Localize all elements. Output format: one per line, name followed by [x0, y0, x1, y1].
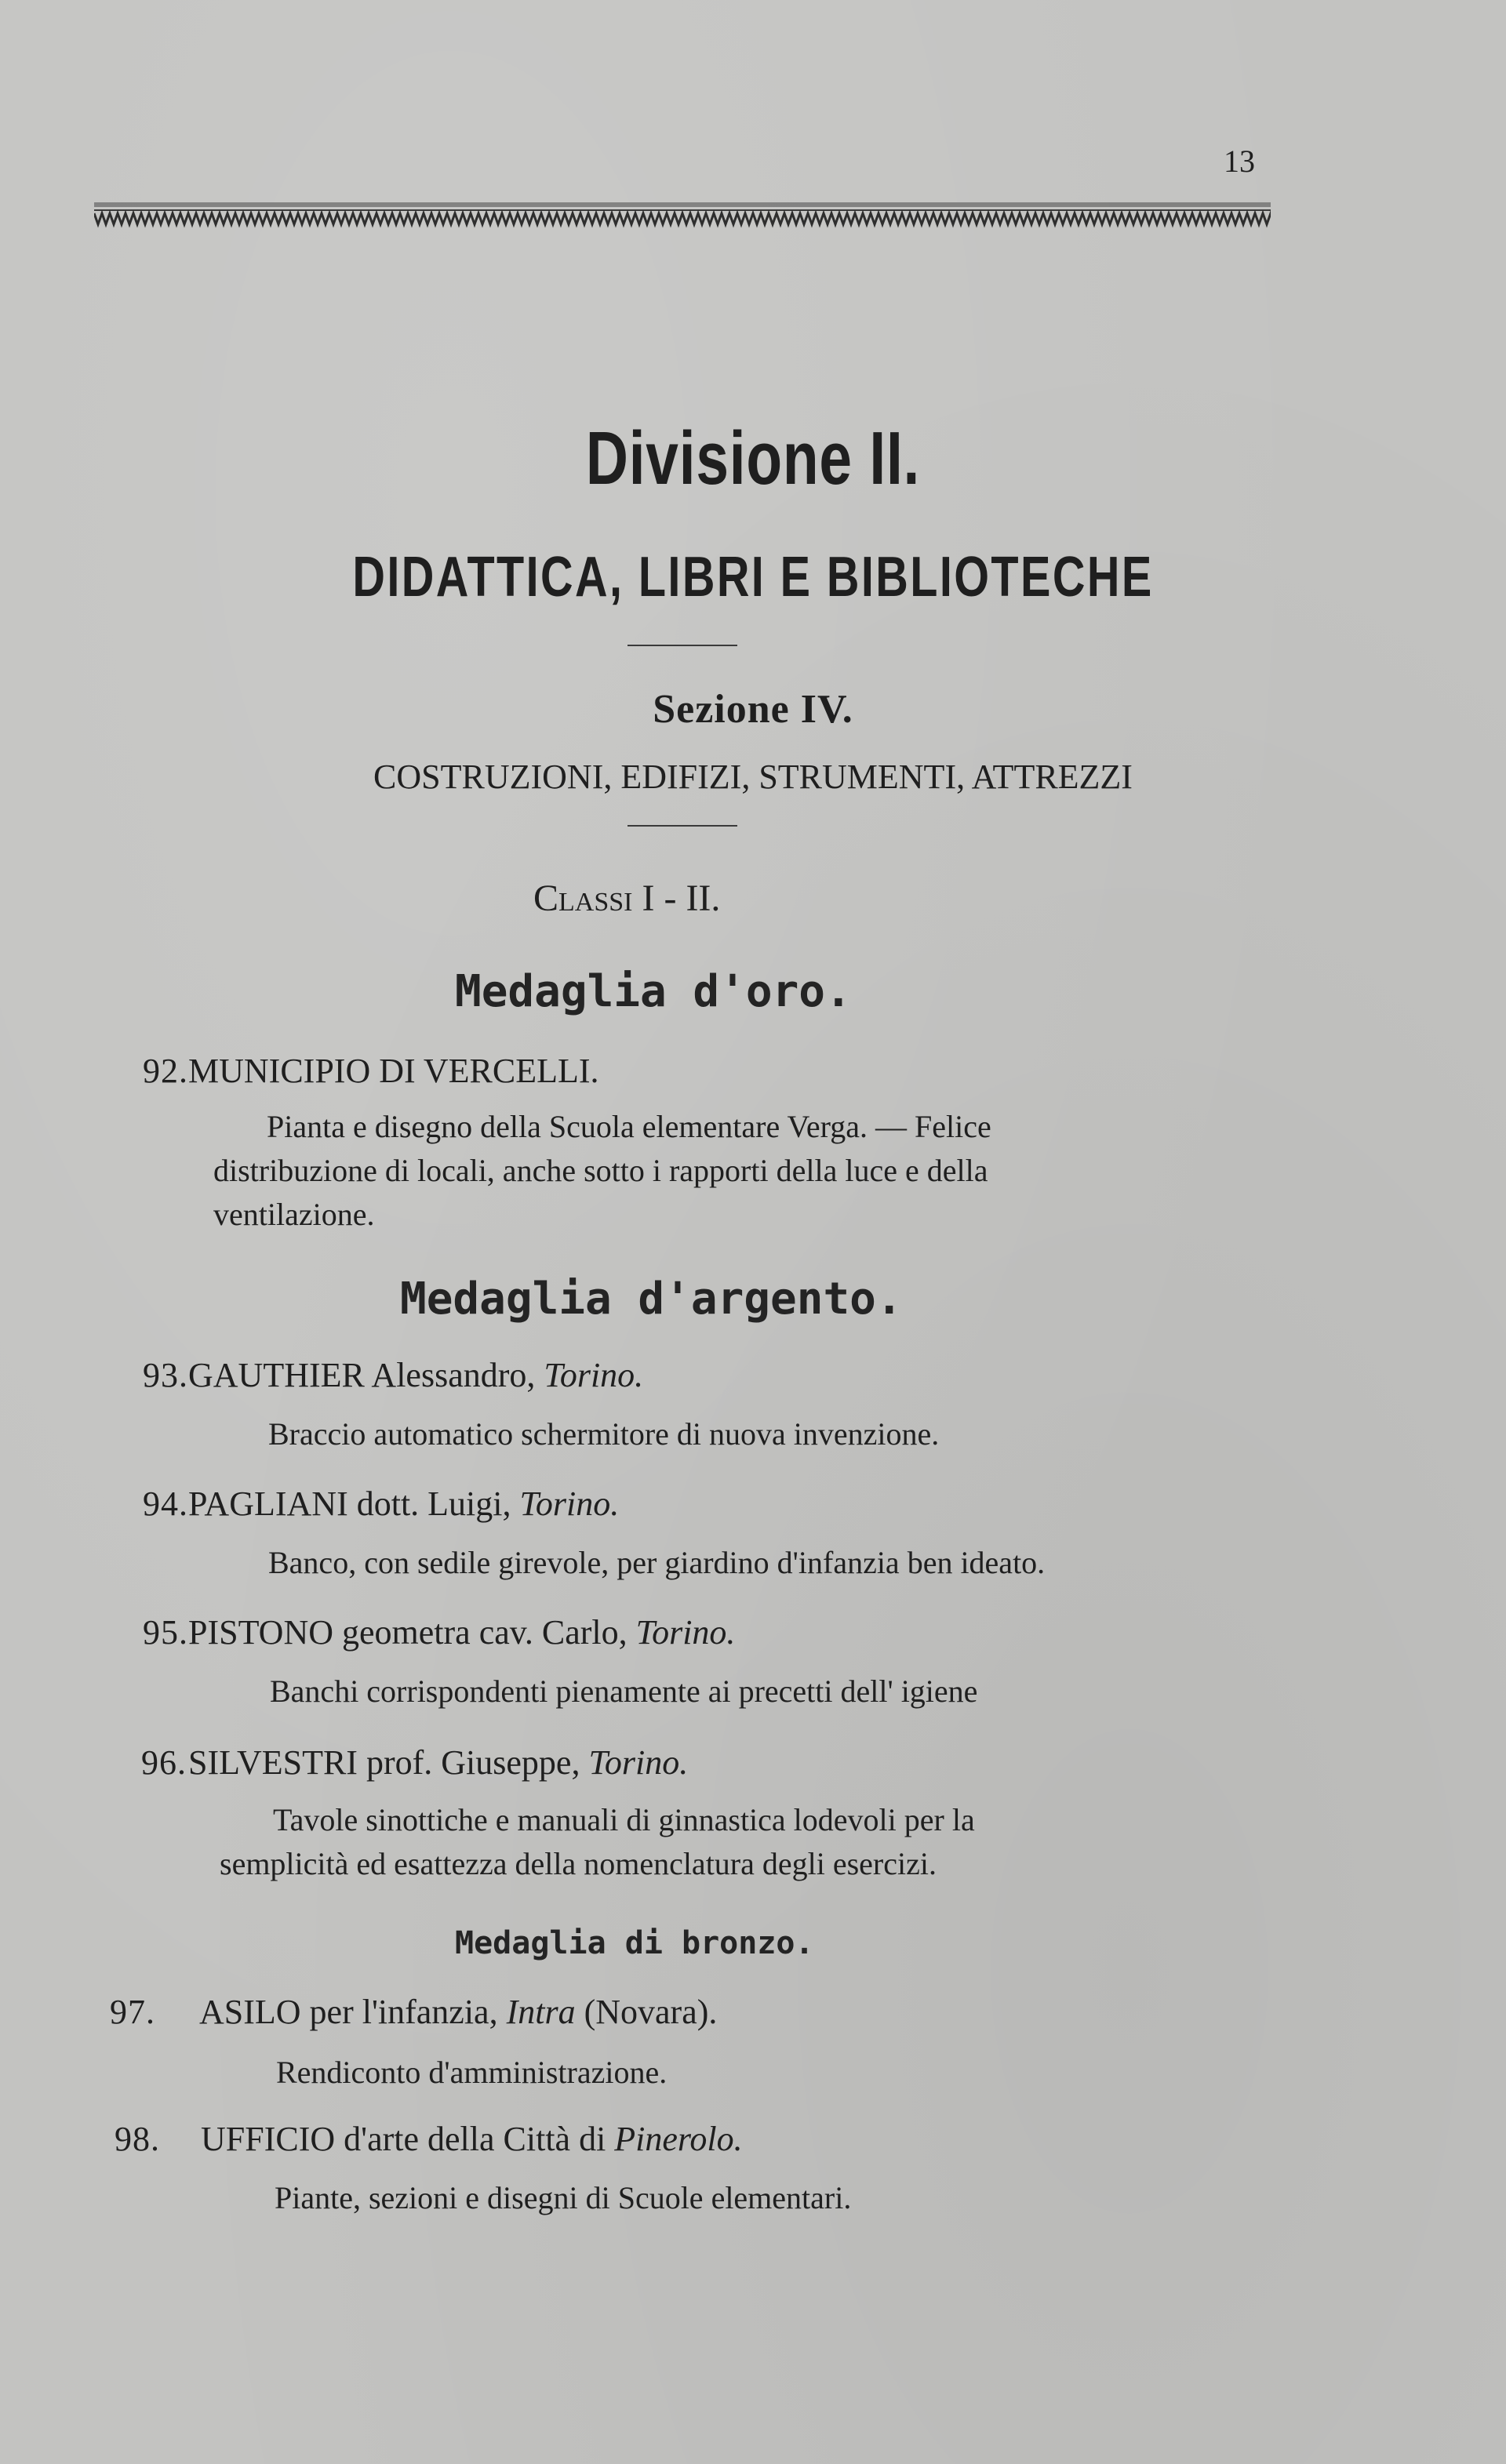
entry-description-line: Banco, con sedile girevole, per giardino d'infanzia ben ideato.	[268, 1545, 1046, 1580]
divider-rule	[628, 645, 737, 646]
section-title: Sezione IV.	[653, 687, 853, 732]
page-number: 13	[1224, 144, 1255, 179]
entry-number: 97.	[110, 1993, 155, 2031]
entry-name	[188, 1355, 643, 1395]
classes-label: Classi I - II.	[533, 878, 721, 919]
entry-name-text: PISTONO geometra cav. Carlo,	[188, 1613, 628, 1652]
division-title: Divisione II.	[585, 416, 921, 500]
entry-name-text: MUNICIPIO DI VERCELLI.	[188, 1052, 599, 1090]
medal-heading-silver: Medaglia d'argento.	[400, 1274, 903, 1325]
divider-rule	[628, 825, 737, 827]
entry-location: Pinerolo.	[614, 2120, 743, 2158]
entry-name	[188, 1484, 619, 1524]
entry-name-text: UFFICIO d'arte della Città di	[201, 2120, 606, 2158]
section-subtitle: COSTRUZIONI, EDIFIZI, STRUMENTI, ATTREZZI	[373, 758, 1133, 796]
entry-name-text: PAGLIANI dott. Luigi,	[188, 1485, 511, 1523]
entry-name	[188, 1051, 599, 1091]
entry-description-line: semplicità ed esattezza della nomenclatura degli esercizi.	[220, 1846, 937, 1881]
entry-description-line: ventilazione.	[213, 1197, 375, 1232]
division-subtitle: DIDATTICA, LIBRI E BIBLIOTECHE	[352, 546, 1154, 609]
entry-name	[201, 2119, 743, 2159]
entry-number: 96.	[141, 1743, 187, 1782]
entry-name-text: ASILO per l'infanzia,	[199, 1993, 498, 2031]
entry-description-line: distribuzione di locali, anche sotto i rapporti della luce e della	[213, 1153, 988, 1188]
entry-number: 92.	[143, 1052, 188, 1090]
entry-name	[188, 1612, 735, 1652]
entry-location: Torino.	[635, 1613, 736, 1652]
entry-number: 93.	[143, 1356, 188, 1394]
entry-description-line: Tavole sinottiche e manuali di ginnastica lodevoli per la	[273, 1802, 975, 1837]
entry-name-text: GAUTHIER Alessandro,	[188, 1356, 536, 1394]
entry-location: Intra	[506, 1993, 576, 2031]
entry-description-line: Braccio automatico schermitore di nuova invenzione.	[268, 1416, 940, 1452]
medal-heading-gold: Medaglia d'oro.	[455, 966, 852, 1017]
entry-description-line: Rendiconto d'amministrazione.	[276, 2055, 668, 2090]
decorative-border-rule	[94, 201, 1271, 232]
entry-name	[188, 1743, 688, 1783]
entry-location-suffix: (Novara).	[584, 1993, 718, 2031]
entry-location: Torino.	[519, 1485, 620, 1523]
entry-location: Torino.	[544, 1356, 644, 1394]
entry-name	[199, 1992, 717, 2032]
entry-description-line: Banchi corrispondenti pienamente ai precetti dell' igiene	[270, 1674, 978, 1709]
entry-description-line: Pianta e disegno della Scuola elementare Verga. — Felice	[267, 1109, 991, 1144]
entry-number: 95.	[143, 1613, 188, 1652]
entry-number: 94.	[143, 1485, 188, 1523]
entry-number: 98.	[115, 2120, 160, 2158]
entry-location: Torino.	[588, 1743, 689, 1782]
medal-heading-bronze: Medaglia di bronzo.	[455, 1925, 814, 1961]
entry-name-text: SILVESTRI prof. Giuseppe,	[188, 1743, 580, 1782]
entry-description-line: Piante, sezioni e disegni di Scuole elementari.	[275, 2180, 852, 2215]
